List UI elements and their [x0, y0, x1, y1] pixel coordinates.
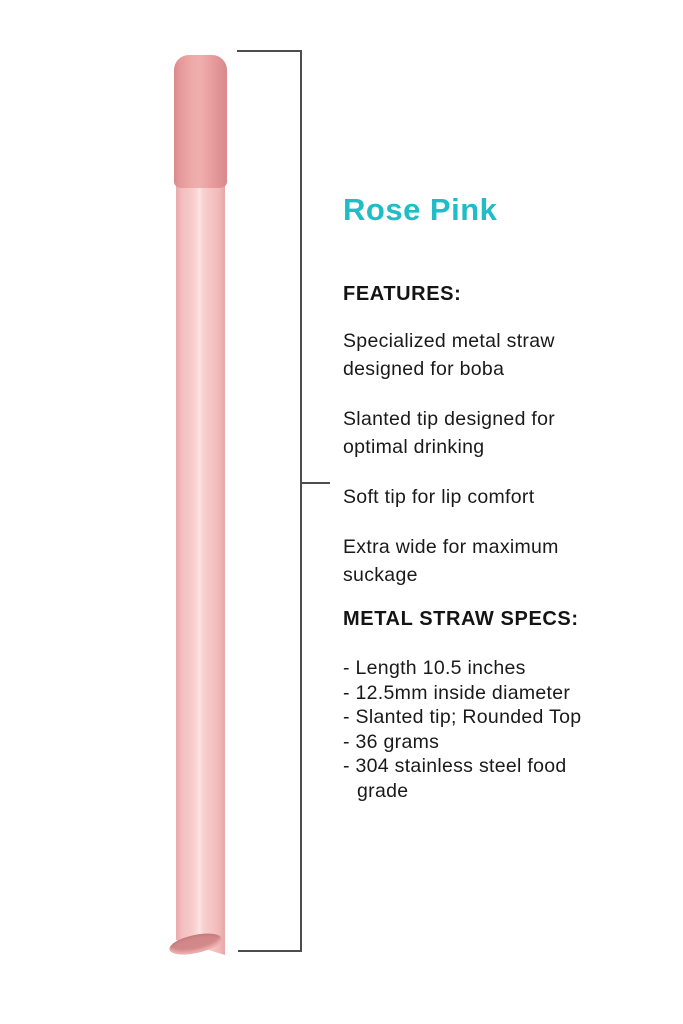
specs-heading: METAL STRAW SPECS:	[343, 608, 579, 630]
spec-item-material: - 304 stainless steel food grade	[343, 755, 567, 802]
spec-item-diameter: - 12.5mm inside diameter	[343, 681, 571, 704]
feature-item-soft-tip: Soft tip for lip comfort	[343, 486, 535, 508]
spec-item-weight: - 36 grams	[343, 730, 440, 753]
features-heading: FEATURES:	[343, 283, 462, 305]
spec-item-tip-shape: - Slanted tip; Rounded Top	[343, 706, 582, 728]
feature-item-boba: Specialized metal straw designed for boba	[343, 330, 555, 380]
feature-item-extra-wide: Extra wide for maximum suckage	[343, 536, 559, 586]
color-name-title: Rose Pink	[343, 192, 498, 227]
feature-item-slanted-tip: Slanted tip designed for optimal drinking	[343, 408, 556, 458]
spec-item-length: - Length 10.5 inches	[343, 657, 526, 679]
